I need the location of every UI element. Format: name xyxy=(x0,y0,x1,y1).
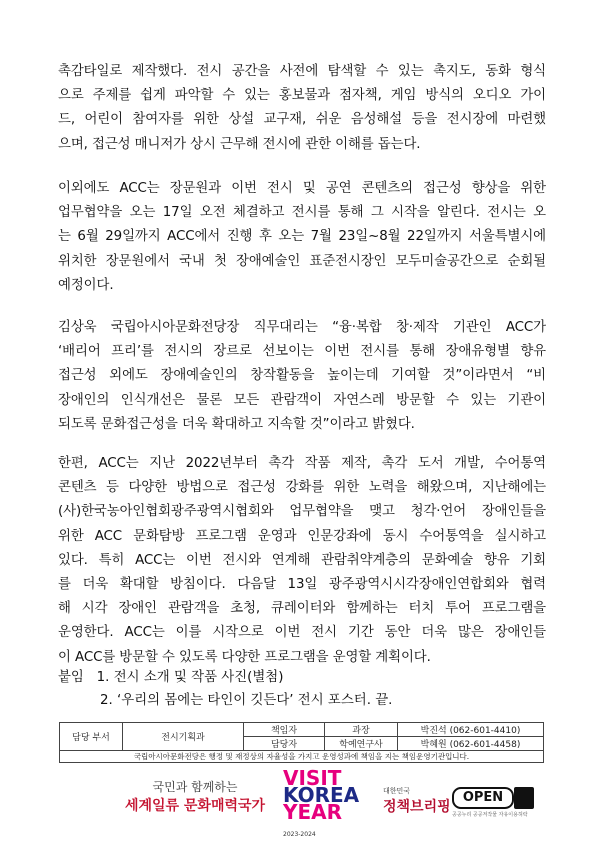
table-footnote: 국립아시아문화전당은 행정 및 재정상의 자율성을 가지고 운영성과에 책임을 지는 책임운영기관입니다. xyxy=(60,751,544,763)
text-line: 해 시각 장애인 관람객을 초청, 큐레이터와 함께하는 터치 투어 프로그램을 xyxy=(58,601,546,617)
body-paragraph-4 xyxy=(58,452,546,670)
text-line: (사)한국농아인협회광주광역시협회와 업무협약을 맺고 청각·언어 장애인들을 xyxy=(58,504,546,520)
contact-table xyxy=(59,722,544,763)
logo1-tagline: 국민과 함께하는 xyxy=(152,780,238,794)
culture-nation-logo xyxy=(120,778,270,815)
dept-label: 담당 부서 xyxy=(60,723,123,751)
body-paragraph-1 xyxy=(58,60,546,157)
body-paragraph-3 xyxy=(58,316,546,437)
attachment-item-1: 1. 전시 소개 및 작품 사진(별첨) xyxy=(96,670,284,685)
text-line: 예정이다. xyxy=(58,277,114,293)
text-line: ‘배리어 프리’를 전시의 장르로 선보이는 이번 전시를 통해 장애유형별 향유 xyxy=(58,344,546,360)
policy-briefing-logo xyxy=(383,786,453,816)
open-license-logo xyxy=(452,787,538,823)
text-line: 는 6월 29일까지 ACC에서 진행 후 오는 7월 23일~8월 22일까지 서울특별시에 xyxy=(58,229,546,245)
body-paragraph-2 xyxy=(58,177,546,298)
year-range: 2023-2024 xyxy=(283,831,316,838)
text-line: 으며, 접근성 매니저가 상시 근무해 전시에 관한 이해를 돕는다. xyxy=(58,136,421,152)
responsible-contact: 박진석 (062-601-4410) xyxy=(398,723,544,737)
attachments xyxy=(58,666,392,712)
staff-contact: 박혜원 (062-601-4458) xyxy=(398,737,544,751)
text-line: 업무협약을 오는 17일 오전 체결하고 전시를 통해 그 시작을 알린다. 전시는 오 xyxy=(58,205,546,221)
text-line: 콘텐츠 등 다양한 방법으로 접근성 강화를 위한 노력을 해왔으며, 지난해에는 xyxy=(58,480,546,496)
briefing-small: 대한민국 xyxy=(383,787,411,795)
text-line: 이 ACC를 방문할 수 있도록 다양한 프로그램을 운영할 계획이다. xyxy=(58,649,431,665)
text-line: 있다. 특히 ACC는 이번 전시와 연계해 관람취약계층의 문화예술 향유 기회 xyxy=(58,552,546,568)
attachment-item-2: 2. ‘우리의 몸에는 타인이 깃든다’ 전시 포스터. 끝. xyxy=(100,693,393,708)
text-line: 접근성 외에도 장애예술인의 창작활동을 높이는데 기여할 것”이라면서 “비 xyxy=(58,368,546,384)
responsible-title: 과장 xyxy=(325,723,398,737)
dept-value: 전시기획과 xyxy=(123,723,244,751)
visit-text: VISIT xyxy=(283,766,342,790)
year-text: YEAR xyxy=(283,800,343,824)
text-line: 되도록 문화접근성을 더욱 확대하고 지속할 것”이라고 밝혔다. xyxy=(58,416,415,432)
briefing-main: 정책브리핑 xyxy=(383,799,451,815)
staff-label: 담당자 xyxy=(244,737,325,751)
attachments-label: 붙임 xyxy=(58,670,84,685)
text-line: 김상욱 국립아시아문화전당장 직무대리는 “융·복합 창·제작 기관인 ACC가 xyxy=(58,320,546,335)
text-line: 를 더욱 확대할 방침이다. 다음달 13일 광주광역시시각장애인연합회와 협력 xyxy=(58,577,546,593)
text-line: 촉감타일로 제작했다. 전시 공간을 사전에 탐색할 수 있는 촉지도, 동화 형식 xyxy=(58,64,546,79)
logo1-title: 세계일류 문화매력국가 xyxy=(124,798,266,814)
text-line: 한편, ACC는 지난 2022년부터 촉각 작품 제작, 촉각 도서 개발, 수어통역 xyxy=(58,456,546,471)
text-line: 장애인의 인식개선은 물론 모든 관람객이 자연스레 방문할 수 있는 기관이 xyxy=(58,392,546,408)
license-icon xyxy=(514,787,534,809)
korea-text: KOREA xyxy=(283,783,360,807)
responsible-label: 책임자 xyxy=(244,723,325,737)
text-line: 드, 어린이 참여자를 위한 상설 교구재, 쉬운 음성해설 등을 전시장에 마련했 xyxy=(58,112,546,128)
text-line: 위치한 장문원에서 국내 첫 장애예술인 표준전시장인 모두미술공간으로 순회될 xyxy=(58,253,546,269)
text-line: 위한 ACC 문화탐방 프로그램 운영과 인문강좌에 동시 수어통역을 실시하고 xyxy=(58,528,546,544)
visit-korea-year-logo xyxy=(283,766,363,843)
text-line: 이외에도 ACC는 장문원과 이번 전시 및 공연 콘텐츠의 접근성 향상을 위한 xyxy=(58,181,546,196)
open-caption: 공공누리 공공저작물 자유이용허락 xyxy=(452,812,528,818)
text-line: 운영한다. ACC는 이를 시작으로 이번 전시 기간 동안 더욱 많은 장애인들 xyxy=(58,625,546,641)
staff-title: 학예연구사 xyxy=(325,737,398,751)
text-line: 으로 주제를 쉽게 파악할 수 있는 홍보물과 점자책, 게임 방식의 오디오 가이 xyxy=(58,88,546,104)
open-text: OPEN xyxy=(452,787,514,809)
